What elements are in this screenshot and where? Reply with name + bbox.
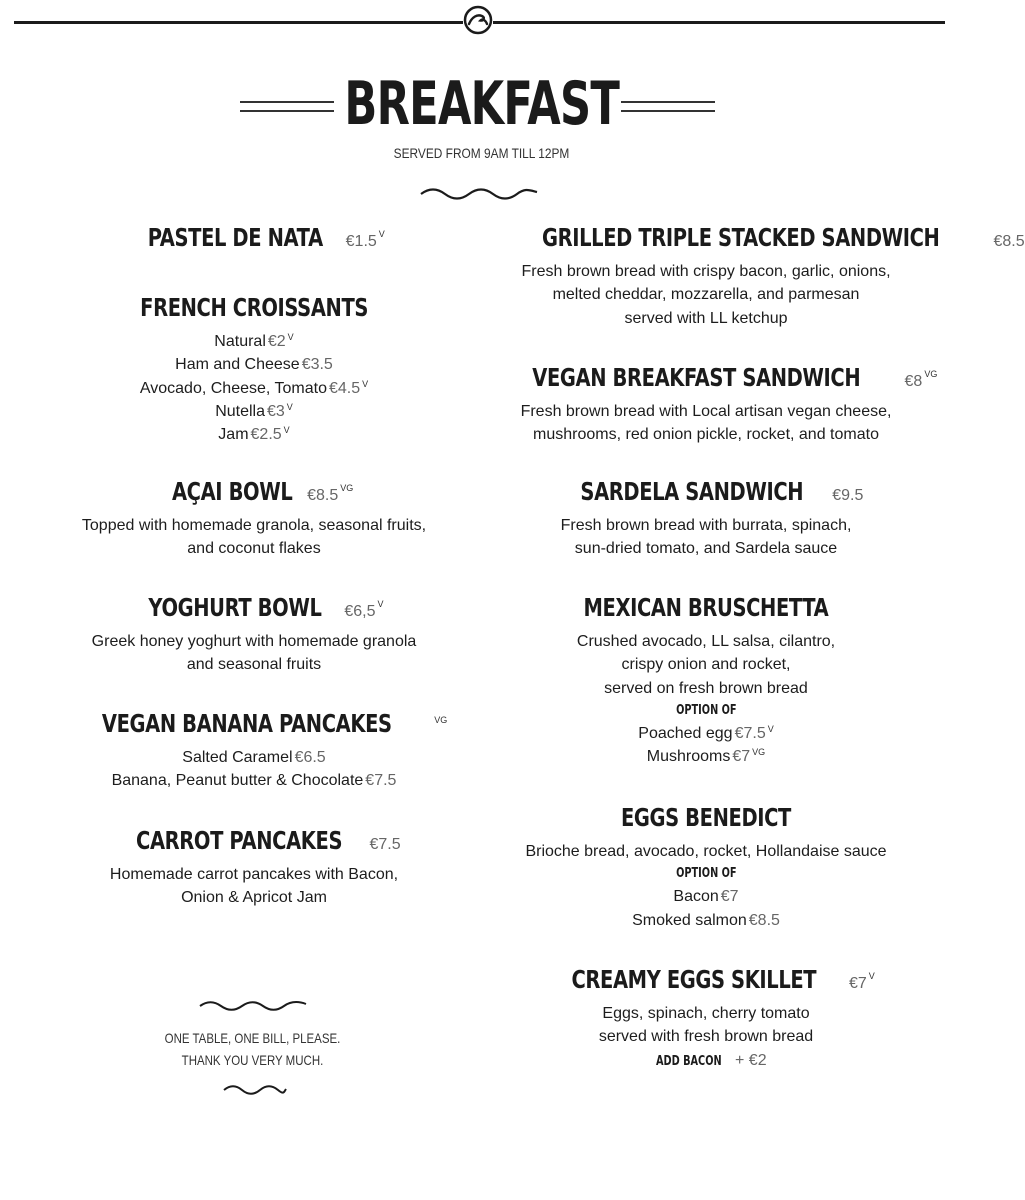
menu-item-line xyxy=(486,909,926,932)
menu-item-name: EGGS BENEDICT xyxy=(621,803,791,832)
diet-tag: V xyxy=(868,971,875,981)
menu-item-text: Banana, Peanut butter & Chocolate xyxy=(111,772,364,790)
menu-item-heading xyxy=(34,823,474,863)
menu-item-heading xyxy=(34,220,474,260)
menu-item-text: Jam xyxy=(218,426,249,444)
menu-item-line xyxy=(34,514,474,537)
menu-item-text: Poached egg xyxy=(638,724,733,742)
menu-item-line xyxy=(486,260,926,283)
menu-item-text: Salted Caramel xyxy=(182,749,293,766)
menu-item-text: and seasonal fruits xyxy=(186,656,322,674)
menu-item-name: CARROT PANCAKES xyxy=(136,826,343,855)
menu-item-name: MEXICAN BRUSCHETTA xyxy=(583,593,829,622)
menu-item xyxy=(486,590,926,768)
menu-item xyxy=(34,474,474,561)
menu-item-name: YOGHURT BOWL xyxy=(148,593,322,622)
option-row xyxy=(486,863,926,885)
footer-note xyxy=(144,1027,361,1071)
menu-item-text: Onion & Apricot Jam xyxy=(181,889,327,907)
page-subtitle: SERVED FROM 9AM TILL 12PM xyxy=(393,145,570,161)
menu-item-text: Fresh brown bread with burrata, spinach, xyxy=(560,517,852,534)
menu-item-text: Avocado, Cheese, Tomato xyxy=(139,379,327,397)
menu-item-name: PASTEL DE NATA xyxy=(147,223,323,252)
menu-item-price: €9.5 xyxy=(832,487,864,504)
menu-item-text: Brioche bread, avocado, rocket, Hollandaise sauce xyxy=(525,843,887,860)
menu-item-name: FRENCH CROISSANTS xyxy=(140,293,368,322)
footer-note-line: THANK YOU VERY MUCH. xyxy=(181,1052,324,1068)
menu-item-line xyxy=(486,1025,926,1048)
menu-item-text: Greek honey yoghurt with homemade granola xyxy=(91,633,417,650)
menu-item xyxy=(34,590,474,677)
menu-item-price: €1.5 xyxy=(345,233,377,250)
menu-item-line xyxy=(34,537,474,560)
menu-item-text: Ham and Cheese xyxy=(175,356,300,374)
menu-item-text: Fresh brown bread with Local artisan vegan cheese, xyxy=(520,403,892,420)
menu-item-price: €8.5 xyxy=(307,487,339,504)
option-label: OPTION OF xyxy=(675,702,737,718)
menu-item-heading xyxy=(34,590,474,630)
menu-item-name: VEGAN BREAKFAST SANDWICH xyxy=(532,363,861,392)
menu-item-heading xyxy=(486,220,1025,260)
menu-item-line xyxy=(486,283,926,306)
menu-item-text: crispy onion and rocket, xyxy=(621,656,791,674)
menu-item-price: €4.5 xyxy=(328,379,361,397)
diet-tag: VG xyxy=(340,483,354,493)
menu-item xyxy=(486,962,926,1073)
menu-item-price: €7.5 xyxy=(734,724,766,742)
menu-item-line xyxy=(34,423,474,446)
menu-item-price: €2 xyxy=(267,333,286,350)
menu-item-text: mushrooms, red onion pickle, rocket, and tomato xyxy=(533,426,879,444)
menu-item-heading xyxy=(486,360,938,400)
wave-divider-icon xyxy=(198,998,308,1012)
diet-tag: V xyxy=(362,378,369,389)
menu-item-name: VEGAN BANANA PANCAKES xyxy=(101,709,392,738)
menu-item-price: €6,5 xyxy=(344,603,376,620)
diet-tag: V xyxy=(767,723,774,734)
menu-item-text: served on fresh brown bread xyxy=(604,679,808,697)
menu-item-name: GRILLED TRIPLE STACKED SANDWICH xyxy=(542,223,940,252)
menu-item-price: €2.5 xyxy=(250,426,282,444)
menu-item-price: €7 xyxy=(848,975,867,992)
menu-item-heading xyxy=(34,474,474,514)
menu-item-line xyxy=(486,423,926,446)
menu-item-text: Crushed avocado, LL salsa, cilantro, xyxy=(576,633,836,650)
menu-item-text: and coconut flakes xyxy=(187,540,321,558)
menu-item xyxy=(486,360,938,447)
menu-item xyxy=(34,290,474,446)
menu-item-name: CREAMY EGGS SKILLET xyxy=(571,965,817,994)
menu-item-line xyxy=(486,1002,926,1025)
diet-tag: VG xyxy=(752,747,766,758)
diet-tag: V xyxy=(283,425,290,436)
menu-item-text: Fresh brown bread with crispy bacon, garlic, onions, xyxy=(521,263,891,280)
menu-item-line xyxy=(486,653,926,676)
menu-item-price: €6.5 xyxy=(294,749,326,766)
menu-item-line xyxy=(34,769,474,792)
diet-tag: V xyxy=(287,332,294,342)
menu-item-text: Homemade carrot pancakes with Bacon, xyxy=(109,866,399,883)
wave-divider-icon xyxy=(419,186,539,200)
menu-item-text: Bacon xyxy=(673,888,719,906)
menu-item-line xyxy=(34,886,474,909)
menu-item-text: served with LL ketchup xyxy=(624,309,788,327)
menu-item-price: €7 xyxy=(732,748,751,766)
menu-item xyxy=(486,474,926,561)
menu-item-text: served with fresh brown bread xyxy=(598,1028,814,1046)
footer-note-line: ONE TABLE, ONE BILL, PLEASE. xyxy=(164,1030,341,1046)
menu-item-price: €7.5 xyxy=(365,772,397,790)
menu-item-text: Smoked salmon xyxy=(632,911,747,929)
menu-item-price: €3 xyxy=(267,402,285,420)
menu-item-heading xyxy=(486,962,926,1002)
menu-item-line xyxy=(34,400,474,423)
menu-item-line xyxy=(34,353,474,376)
addon-price: + €2 xyxy=(735,1051,767,1069)
menu-item-line xyxy=(486,840,926,863)
menu-item-line xyxy=(486,400,926,423)
menu-item-text: Natural xyxy=(214,333,266,350)
menu-item-line xyxy=(486,630,926,653)
menu-item xyxy=(486,800,926,932)
diet-tag: VG xyxy=(924,369,938,379)
menu-item-name: AÇAI BOWL xyxy=(171,477,293,506)
menu-item-price: €7.5 xyxy=(369,836,401,853)
menu-item-line xyxy=(486,537,926,560)
menu-item-price: €7 xyxy=(720,888,739,906)
menu-item-line xyxy=(486,745,926,768)
menu-item-text: sun-dried tomato, and Sardela sauce xyxy=(574,540,838,558)
menu-item-line xyxy=(34,653,474,676)
menu-item-line xyxy=(486,307,926,330)
menu-item-name: SARDELA SANDWICH xyxy=(580,477,803,506)
wave-divider-icon xyxy=(222,1082,288,1096)
addon-label: ADD BACON xyxy=(656,1053,723,1069)
menu-item xyxy=(486,220,1025,330)
menu-item xyxy=(34,706,474,793)
wave-logo-icon xyxy=(463,5,493,35)
menu-item-text: Nutella xyxy=(215,402,265,420)
menu-item xyxy=(34,823,474,910)
menu-item-heading xyxy=(486,590,926,630)
menu-item-heading xyxy=(34,706,474,746)
menu-item-line xyxy=(486,677,926,700)
diet-tag: VG xyxy=(434,715,448,725)
diet-tag: V xyxy=(378,229,385,239)
menu-item-price: €3.5 xyxy=(301,356,333,374)
menu-item-heading xyxy=(486,800,926,840)
menu-item-line xyxy=(486,514,926,537)
menu-item xyxy=(34,220,474,260)
option-row xyxy=(486,700,926,722)
page-title: BREAKFAST xyxy=(344,69,619,139)
menu-item-line xyxy=(486,1049,926,1073)
menu-item-line xyxy=(34,330,474,353)
diet-tag: V xyxy=(377,599,384,609)
menu-item-heading xyxy=(34,290,474,330)
option-label: OPTION OF xyxy=(675,866,737,882)
menu-item-price: €8.5 xyxy=(748,911,780,929)
menu-item-text: Mushrooms xyxy=(646,748,731,766)
menu-item-text: Topped with homemade granola, seasonal fruits, xyxy=(81,517,427,534)
menu-item-price: €8.5 xyxy=(993,233,1025,250)
menu-item-heading xyxy=(486,474,926,514)
menu-item-line xyxy=(486,722,926,745)
menu-item-line xyxy=(34,746,474,769)
menu-item-price: €8 xyxy=(904,373,923,390)
menu-item-line xyxy=(34,630,474,653)
menu-item-line xyxy=(34,377,474,400)
menu-item-text: Eggs, spinach, cherry tomato xyxy=(602,1005,810,1022)
menu-item-text: melted cheddar, mozzarella, and parmesan xyxy=(552,286,860,304)
diet-tag: V xyxy=(286,401,293,412)
menu-item-line xyxy=(486,885,926,908)
menu-item-line xyxy=(34,863,474,886)
